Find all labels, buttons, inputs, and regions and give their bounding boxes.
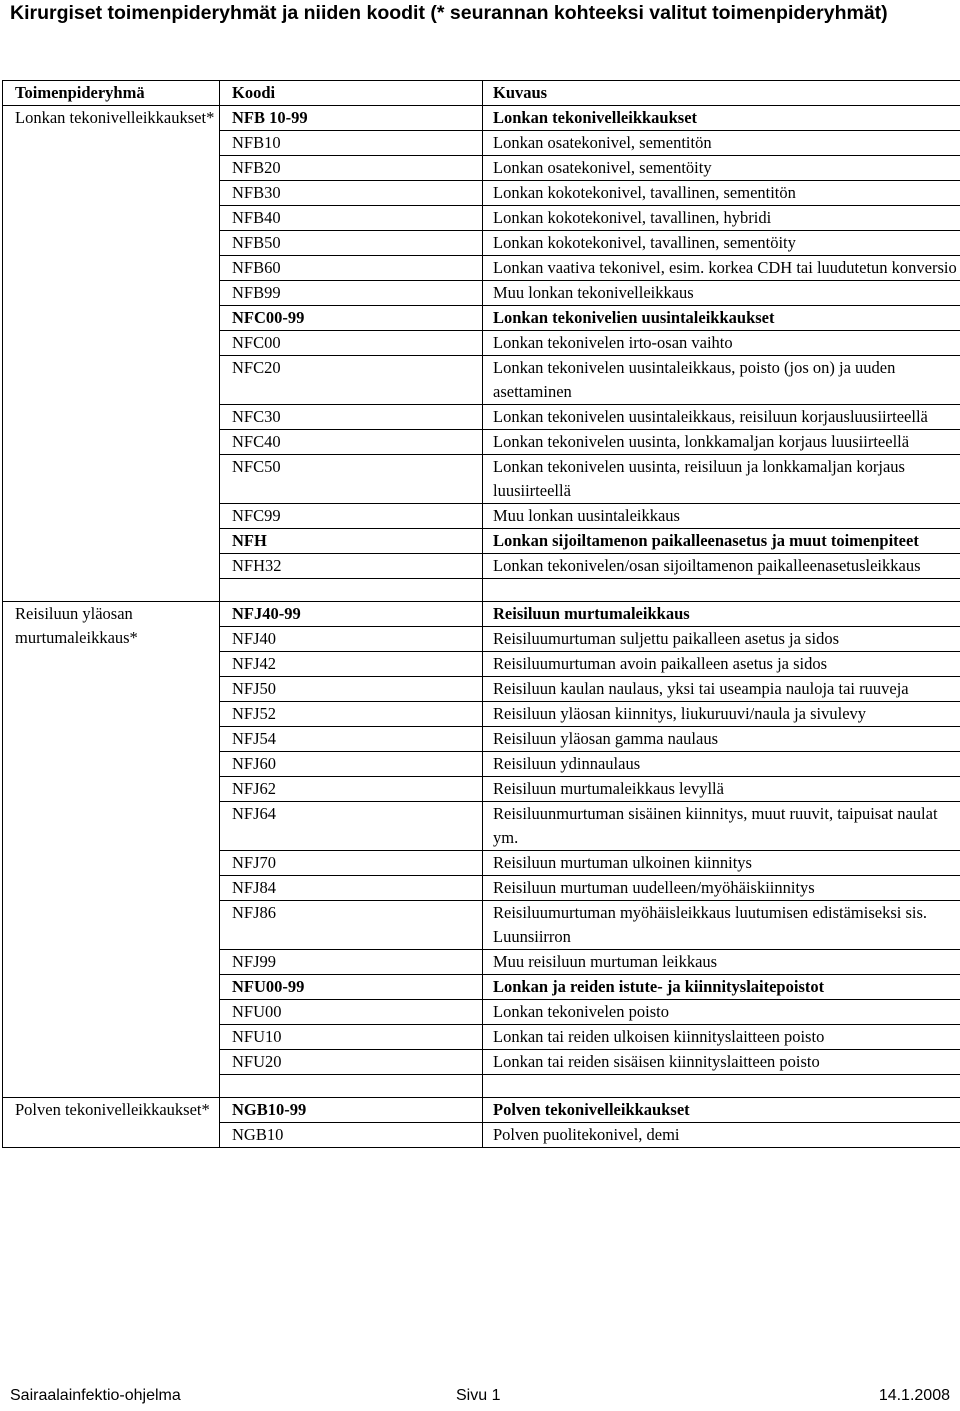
- procedure-description: Lonkan vaativa tekonivel, esim. korkea CDH tai luudutetun konversio: [483, 256, 960, 281]
- procedure-description: Reisiluun murtuman uudelleen/myöhäiskiinnitys: [483, 876, 960, 901]
- procedure-description: Reisiluumurtuman myöhäisleikkaus luutumisen edistämiseksi sis. Luunsiirron: [483, 901, 960, 950]
- procedure-code: NFC20: [220, 356, 483, 405]
- procedure-code: NFJ99: [220, 950, 483, 975]
- procedure-description: Muu reisiluun murtuman leikkaus: [483, 950, 960, 975]
- procedure-code: NFJ40: [220, 627, 483, 652]
- procedure-code: NFC00: [220, 331, 483, 356]
- procedure-code: NFB 10-99: [220, 106, 483, 131]
- empty-cell: [220, 579, 483, 602]
- procedure-code: NFB99: [220, 281, 483, 306]
- procedure-code: NGB10: [220, 1123, 483, 1148]
- procedure-description: Lonkan osatekonivel, sementöity: [483, 156, 960, 181]
- procedure-code: NFJ70: [220, 851, 483, 876]
- empty-cell: [483, 579, 960, 602]
- procedure-description: Lonkan tekonivelleikkaukset: [483, 106, 960, 131]
- procedure-description: Lonkan tekonivelen irto-osan vaihto: [483, 331, 960, 356]
- procedure-description: Muu lonkan tekonivelleikkaus: [483, 281, 960, 306]
- table-header-row: [3, 81, 960, 106]
- procedure-description: Lonkan sijoiltamenon paikalleenasetus ja muut toimenpiteet: [483, 529, 960, 554]
- procedure-code: NFB30: [220, 181, 483, 206]
- table-row: [3, 106, 960, 131]
- procedure-code: NFH: [220, 529, 483, 554]
- procedure-description: Lonkan kokotekonivel, tavallinen, hybridi: [483, 206, 960, 231]
- table-row: [3, 1098, 960, 1123]
- procedure-description: Reisiluumurtuman avoin paikalleen asetus ja sidos: [483, 652, 960, 677]
- procedure-description: Lonkan tekonivelen uusintaleikkaus, reisiluun korjausluusiirteellä: [483, 405, 960, 430]
- table-row: [3, 602, 960, 627]
- procedure-code: NFJ60: [220, 752, 483, 777]
- procedure-code: NFU10: [220, 1025, 483, 1050]
- procedure-group-name: Reisiluun yläosan murtumaleikkaus*: [3, 602, 220, 1098]
- procedure-description: Reisiluun yläosan kiinnitys, liukuruuvi/naula ja sivulevy: [483, 702, 960, 727]
- column-header-description: Kuvaus: [483, 81, 960, 106]
- procedure-code: NFJ40-99: [220, 602, 483, 627]
- procedure-code: NFJ54: [220, 727, 483, 752]
- procedure-description: Lonkan tekonivelen poisto: [483, 1000, 960, 1025]
- procedure-code: NFB20: [220, 156, 483, 181]
- column-header-code: Koodi: [220, 81, 483, 106]
- procedure-code: NFJ42: [220, 652, 483, 677]
- procedure-description: Polven tekonivelleikkaukset: [483, 1098, 960, 1123]
- table-body: [3, 106, 960, 1148]
- footer-program-name: Sairaalainfektio-ohjelma: [10, 1387, 181, 1405]
- procedure-code: NFU20: [220, 1050, 483, 1075]
- procedure-description: Lonkan tekonivelen uusintaleikkaus, poisto (jos on) ja uuden asettaminen: [483, 356, 960, 405]
- procedure-group-name: Lonkan tekonivelleikkaukset*: [3, 106, 220, 602]
- empty-cell: [220, 1075, 483, 1098]
- procedure-description: Lonkan tekonivelen/osan sijoiltamenon paikalleenasetusleikkaus: [483, 554, 960, 579]
- procedure-description: Lonkan kokotekonivel, tavallinen, sementitön: [483, 181, 960, 206]
- procedure-description: Reisiluun murtumaleikkaus: [483, 602, 960, 627]
- procedure-description: Lonkan tekonivelen uusinta, lonkkamaljan korjaus luusiirteellä: [483, 430, 960, 455]
- procedure-code: NFB40: [220, 206, 483, 231]
- procedure-code: NFC00-99: [220, 306, 483, 331]
- procedure-code: NFC50: [220, 455, 483, 504]
- procedure-code: NFJ86: [220, 901, 483, 950]
- footer-date: 14.1.2008: [879, 1387, 950, 1405]
- procedure-code: NFB50: [220, 231, 483, 256]
- procedure-description: Lonkan tai reiden sisäisen kiinnityslaitteen poisto: [483, 1050, 960, 1075]
- procedure-description: Lonkan tai reiden ulkoisen kiinnityslaitteen poisto: [483, 1025, 960, 1050]
- procedure-code: NFC99: [220, 504, 483, 529]
- procedure-code: NFC30: [220, 405, 483, 430]
- procedure-code: NFJ64: [220, 802, 483, 851]
- procedure-description: Lonkan ja reiden istute- ja kiinnityslaitepoistot: [483, 975, 960, 1000]
- empty-cell: [483, 1075, 960, 1098]
- procedure-description: Lonkan tekonivelen uusinta, reisiluun ja lonkkamaljan korjaus luusiirteellä: [483, 455, 960, 504]
- procedure-description: Reisiluun murtuman ulkoinen kiinnitys: [483, 851, 960, 876]
- procedure-description: Lonkan osatekonivel, sementitön: [483, 131, 960, 156]
- procedure-description: Reisiluun ydinnaulaus: [483, 752, 960, 777]
- procedure-code-table: [2, 80, 960, 1148]
- procedure-description: Lonkan tekonivelien uusintaleikkaukset: [483, 306, 960, 331]
- procedure-code: NGB10-99: [220, 1098, 483, 1123]
- procedure-code: NFU00: [220, 1000, 483, 1025]
- procedure-code: NFB60: [220, 256, 483, 281]
- procedure-code: NFU00-99: [220, 975, 483, 1000]
- procedure-group-name: Polven tekonivelleikkaukset*: [3, 1098, 220, 1148]
- procedure-description: Reisiluumurtuman suljettu paikalleen asetus ja sidos: [483, 627, 960, 652]
- procedure-description: Polven puolitekonivel, demi: [483, 1123, 960, 1148]
- column-header-group: Toimenpideryhmä: [3, 81, 220, 106]
- procedure-code: NFJ84: [220, 876, 483, 901]
- procedure-code: NFB10: [220, 131, 483, 156]
- procedure-description: Reisiluun murtumaleikkaus levyllä: [483, 777, 960, 802]
- procedure-code: NFH32: [220, 554, 483, 579]
- procedure-code: NFJ50: [220, 677, 483, 702]
- procedure-code: NFJ52: [220, 702, 483, 727]
- page-footer: [0, 1387, 960, 1411]
- procedure-description: Lonkan kokotekonivel, tavallinen, sementöity: [483, 231, 960, 256]
- footer-page-number: Sivu 1: [456, 1387, 500, 1405]
- page-title: Kirurgiset toimenpideryhmät ja niiden koodit (* seurannan kohteeksi valitut toimenpideryhmät): [10, 0, 910, 26]
- procedure-description: Reisiluunmurtuman sisäinen kiinnitys, muut ruuvit, taipuisat naulat ym.: [483, 802, 960, 851]
- procedure-description: Reisiluun yläosan gamma naulaus: [483, 727, 960, 752]
- procedure-code: NFC40: [220, 430, 483, 455]
- procedure-description: Reisiluun kaulan naulaus, yksi tai useampia nauloja tai ruuveja: [483, 677, 960, 702]
- procedure-code: NFJ62: [220, 777, 483, 802]
- procedure-description: Muu lonkan uusintaleikkaus: [483, 504, 960, 529]
